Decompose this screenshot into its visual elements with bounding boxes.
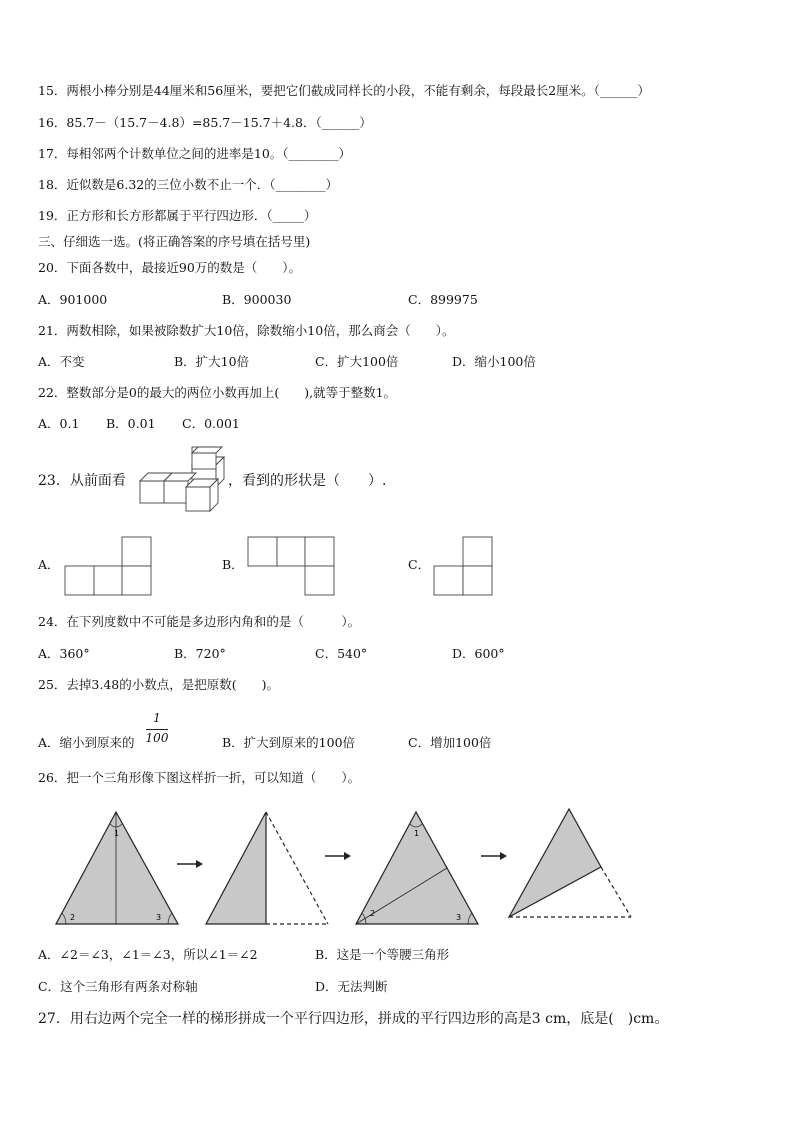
q24-option-b[interactable]: B．720° [174, 646, 226, 661]
q23-option-b-figure[interactable] [247, 536, 337, 596]
q22-option-b[interactable]: B．0.01 [106, 416, 156, 431]
q23-option-b[interactable]: B． [222, 557, 244, 572]
q24-option-d[interactable]: D．600° [452, 646, 505, 661]
question-22-stem: 22．整数部分是0的最大的两位小数再加上( ),就等于整数1。 [38, 385, 397, 400]
question-19: 19．正方形和长方形都属于平行四边形．（_____） [38, 208, 317, 223]
q26-t1-label-1: 1 [114, 829, 120, 838]
q23-option-a-figure[interactable] [64, 536, 154, 596]
q26-t3-label-1: 1 [414, 829, 420, 838]
question-24-stem: 24．在下列度数中不可能是多边形内角和的是（ ）。 [38, 614, 361, 629]
q25-fraction-bar [146, 729, 168, 730]
arrow-icon [324, 850, 352, 862]
q25-option-a[interactable]: A．缩小到原来的 [38, 735, 135, 750]
question-23-stem-a: 23．从前面看 [38, 473, 126, 489]
q23-cube-figure [138, 447, 233, 519]
question-25-stem: 25．去掉3.48的小数点，是把原数( )。 [38, 677, 279, 692]
question-27: 27．用右边两个完全一样的梯形拼成一个平行四边形，拼成的平行四边形的高是3 cm，底是( )cm。 [38, 1011, 669, 1027]
question-16: 16．85.7－（15.7－4.8）=85.7－15.7＋4.8．（______） [38, 115, 372, 130]
q23-option-c[interactable]: C． [408, 557, 431, 572]
q25-option-b[interactable]: B．扩大到原来的100倍 [222, 735, 356, 750]
q21-option-a[interactable]: A．不变 [38, 354, 85, 369]
question-17: 17．每相邻两个计数单位之间的进率是10。（________） [38, 146, 352, 161]
q26-t3-label-3: 3 [456, 913, 462, 922]
q20-option-a[interactable]: A．901000 [38, 292, 108, 307]
q26-t1-label-2: 2 [70, 913, 76, 922]
q20-option-c[interactable]: C．899975 [408, 292, 478, 307]
q21-option-b[interactable]: B．扩大10倍 [174, 354, 250, 369]
q26-t1-label-3: 3 [156, 913, 162, 922]
q26-triangle-3 [352, 808, 482, 928]
q26-option-b[interactable]: B．这是一个等腰三角形 [315, 947, 450, 962]
q26-t3-label-2: 2 [370, 909, 376, 918]
question-23-stem-b: ，看到的形状是（ ）. [228, 473, 387, 489]
q26-option-a[interactable]: A．∠2＝∠3，∠1＝∠3，所以∠1＝∠2 [38, 947, 258, 962]
q26-option-d[interactable]: D．无法判断 [315, 979, 388, 994]
q21-option-d[interactable]: D．缩小100倍 [452, 354, 536, 369]
section-heading: 三、仔细选一选。(将正确答案的序号填在括号里) [38, 234, 311, 249]
q26-triangle-2 [202, 808, 332, 928]
question-18: 18．近似数是6.32的三位小数不止一个．（________） [38, 177, 338, 192]
q23-option-c-figure[interactable] [433, 536, 495, 596]
arrow-icon [176, 858, 204, 870]
q22-option-c[interactable]: C．0.001 [182, 416, 240, 431]
q24-option-a[interactable]: A．360° [38, 646, 90, 661]
question-20-stem: 20．下面各数中，最接近90万的数是（ ）。 [38, 260, 302, 275]
q21-option-c[interactable]: C．扩大100倍 [315, 354, 399, 369]
q25-option-c[interactable]: C．增加100倍 [408, 735, 492, 750]
q26-triangle-4 [505, 805, 640, 925]
question-26-stem: 26．把一个三角形像下图这样折一折，可以知道（ ）。 [38, 770, 361, 785]
q23-option-a[interactable]: A． [38, 557, 60, 572]
question-15: 15．两根小棒分别是44厘米和56厘米，要把它们截成同样长的小段，不能有剩余，每段最长2厘米。（______） [38, 83, 650, 98]
question-21-stem: 21．两数相除，如果被除数扩大10倍，除数缩小10倍，那么商会（ ）。 [38, 323, 455, 338]
q24-option-c[interactable]: C．540° [315, 646, 368, 661]
q26-triangle-1 [52, 808, 182, 928]
arrow-icon [480, 850, 508, 862]
q26-option-c[interactable]: C．这个三角形有两条对称轴 [38, 979, 198, 994]
q25-fraction-numerator: 1 [153, 711, 161, 725]
q20-option-b[interactable]: B．900030 [222, 292, 292, 307]
q25-fraction-denominator: 100 [145, 731, 169, 745]
q22-option-a[interactable]: A．0.1 [38, 416, 80, 431]
